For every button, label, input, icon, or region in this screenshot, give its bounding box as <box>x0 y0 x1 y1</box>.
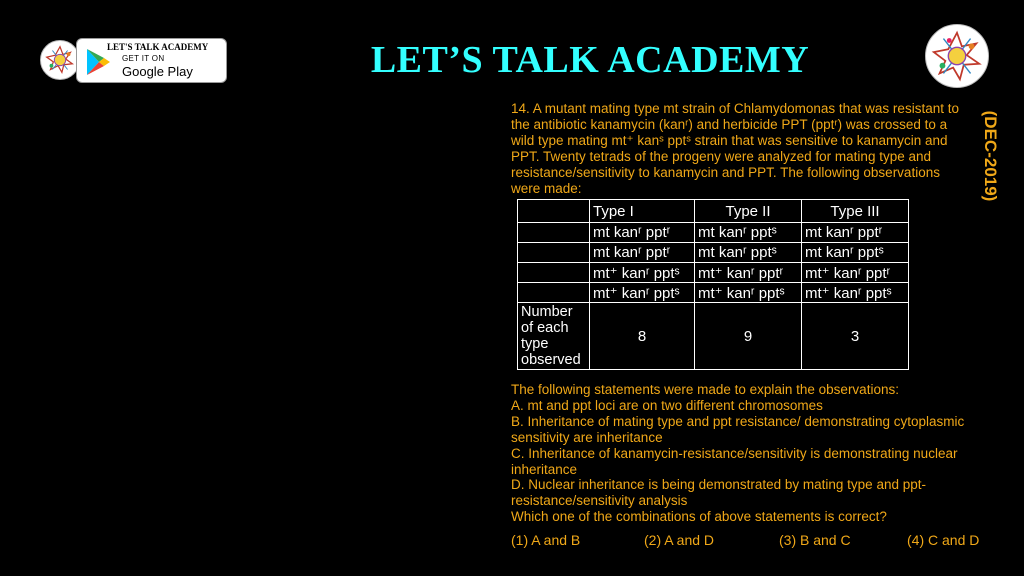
table-cell: mt kanʳ pptˢ <box>695 223 802 243</box>
table-cell: mt kanʳ pptʳ <box>590 223 695 243</box>
statement-a: A. mt and ppt loci are on two different chromosomes <box>511 397 823 413</box>
table-cell <box>518 283 590 303</box>
badge-store-name: Google Play <box>122 64 193 79</box>
count-type-1: 8 <box>590 303 695 370</box>
table-row <box>518 243 909 263</box>
table-header-cell: Type II <box>695 200 802 223</box>
table-cell: mt⁺ kanʳ pptˢ <box>802 283 909 303</box>
option-2[interactable]: (2) A and D <box>644 532 715 548</box>
count-type-2: 9 <box>695 303 802 370</box>
table-header-row <box>518 200 909 223</box>
badge-get-it-on: GET IT ON <box>122 54 165 63</box>
table-cell <box>518 243 590 263</box>
statements-block <box>511 382 971 525</box>
table-cell: mt⁺ kanʳ pptˢ <box>590 263 695 283</box>
table-header-cell: Type III <box>802 200 909 223</box>
statement-b: B. Inheritance of mating type and ppt resistance/ demonstrating cytoplasmic sensitivity are inheritance <box>511 413 965 445</box>
table-header-cell: Type I <box>590 200 695 223</box>
option-3[interactable]: (3) B and C <box>779 532 851 548</box>
statement-c: C. Inheritance of kanamycin-resistance/sensitivity is demonstrating nuclear inheritance <box>511 445 958 477</box>
table-cell: mt kanʳ pptˢ <box>695 243 802 263</box>
badge-academy-name: LET'S TALK ACADEMY <box>107 42 209 52</box>
table-cell: mt⁺ kanʳ pptˢ <box>590 283 695 303</box>
statement-d: D. Nuclear inheritance is being demonstrated by mating type and ppt-resistance/sensitivity analysis <box>511 477 926 509</box>
count-type-3: 3 <box>802 303 909 370</box>
table-cell <box>518 223 590 243</box>
table-row <box>518 223 909 243</box>
exam-year-text: (DEC-2019) <box>981 110 1000 202</box>
logo-graphic <box>926 25 988 87</box>
question-prompt: Which one of the combinations of above statements is correct? <box>511 509 887 525</box>
table-cell: mt kanʳ pptʳ <box>590 243 695 263</box>
table-count-row <box>518 303 909 370</box>
count-label: Number of each type observed <box>518 303 590 370</box>
question-text: 14. A mutant mating type mt strain of Chlamydomonas that was resistant to the antibiotic kanamycin (kanʳ) and herbicide PPT (pptʳ) was crossed to a wild type mating mt⁺ kanˢ pptˢ strain that was sensitive to kanamycin and PPT. Twenty tetrads of the progeny were analyzed for mating type and resistance/sensitivity to kanamycin and PPT. The following observations were made: <box>511 101 959 196</box>
page-title: LET’S TALK ACADEMY <box>370 39 810 81</box>
table-cell: mt⁺ kanʳ pptʳ <box>802 263 909 283</box>
statements-intro: The following statements were made to explain the observations: <box>511 382 899 397</box>
table-cell: mt kanʳ pptʳ <box>802 223 909 243</box>
table-row <box>518 283 909 303</box>
question-block <box>511 101 971 196</box>
table-cell: mt⁺ kanʳ pptʳ <box>695 263 802 283</box>
tetrad-table <box>517 199 909 370</box>
exam-year-label <box>978 98 1002 214</box>
table-row <box>518 263 909 283</box>
table-header-cell <box>518 200 590 223</box>
academy-logo-right <box>925 24 989 88</box>
table-cell: mt⁺ kanʳ pptˢ <box>695 283 802 303</box>
option-1[interactable]: (1) A and B <box>511 532 581 548</box>
table-cell <box>518 263 590 283</box>
option-4[interactable]: (4) C and D <box>907 532 980 548</box>
table-cell: mt kanʳ pptˢ <box>802 243 909 263</box>
